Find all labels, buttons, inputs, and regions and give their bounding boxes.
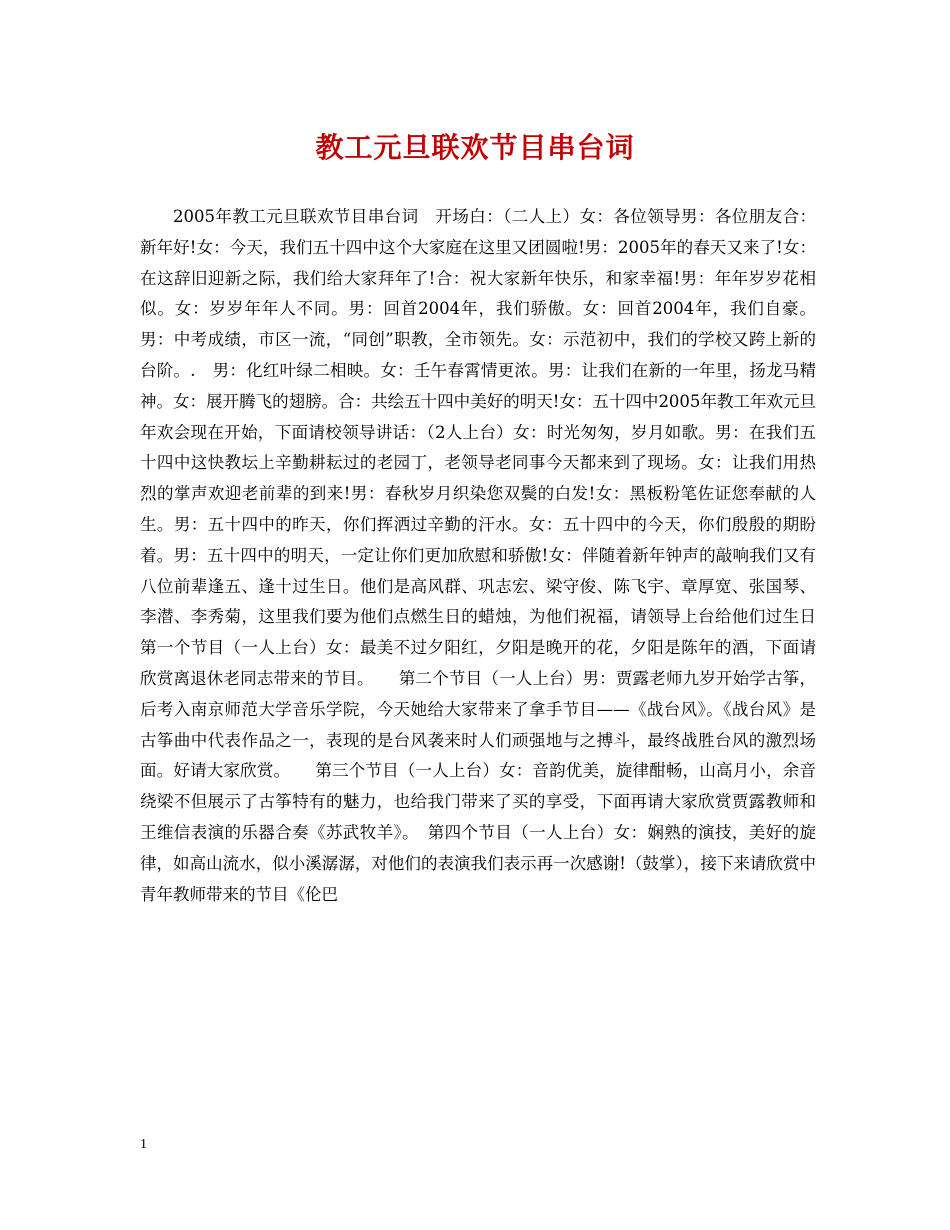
document-body: 2005年教工元旦联欢节目串台词 开场白：（二人上）女：各位领导男：各位朋友合：新年好!女：今天，我们五十四中这个大家庭在这里又团圆啦!男：2005年的春天又来了!女：在这辞旧迎新之际，我们给大家拜年了!合：祝大家新年快乐，和家幸福!男：年年岁岁花相似。女：岁岁年年人不同。男：回首2004年，我们骄傲。女：回首2004年，我们自豪。男：中考成绩，市区一流，“同创”职教，全市领先。女：示范初中，我们的学校又跨上新的台阶。. 男：化红叶绿二相映。女：壬午春霄情更浓。男：让我们在新的一年里，扬龙马精神。女：展开腾飞的翅膀。合：共绘五十四中美好的明天!女：五十四中2005年教工年欢元旦年欢会现在开始，下面请校领导讲话：（2人上台）女：时光匆匆，岁月如歌。男：在我们五十四中这快教坛上辛勤耕耘过的老园丁，老领导老同事今天都来到了现场。女：让我们用热烈的掌声欢迎老前辈的到来!男：春秋岁月织染您双鬓的白发!女：黑板粉笔佐证您奉献的人生。男：五十四中的昨天，你们挥洒过辛勤的汗水。女：五十四中的今天，你们殷殷的期盼着。男：五十四中的明天，一定让你们更加欣慰和骄傲!女：伴随着新年钟声的敲响我们又有八位前辈逢五、逢十过生日。他们是高风群、巩志宏、梁守俊、陈飞宇、章厚宽、张国琴、李潜、李秀菊，这里我们要为他们点燃生日的蜡烛，为他们祝福，请领导上台给他们过生日 第一个节目（一人上台）女：最美不过夕阳红，夕阳是晚开的花，夕阳是陈年的酒，下面请欣赏离退休老同志带来的节目。 第二个节目（一人上台）男：贾露老师九岁开始学古筝，后考入南京师范大学音乐学院，今天她给大家带来了拿手节目——《战台风》。《战台风》是古筝曲中代表作品之一，表现的是台风袭来时人们顽强地与之搏斗，最终战胜台风的激烈场面。好请大家欣赏。 第三个节目（一人上台）女：音韵优美，旋律酣畅，山高月小，余音绕梁不但展示了古筝特有的魅力，也给我门带来了买的享受，下面再请大家欣赏贾露教师和王维信表演的乐器合奏《苏武牧羊》。 第四个节目（一人上台）女：娴熟的演技，美好的旋律，如高山流水，似小溪潺潺，对他们的表演我们表示再一次感谢!（鼓掌），接下来请欣赏中青年教师带来的节目《伦巴 bbox=[140, 207, 833, 904]
page-number: 1 bbox=[140, 1137, 147, 1152]
document-title: 教工元旦联欢节目串台词 bbox=[315, 131, 635, 164]
